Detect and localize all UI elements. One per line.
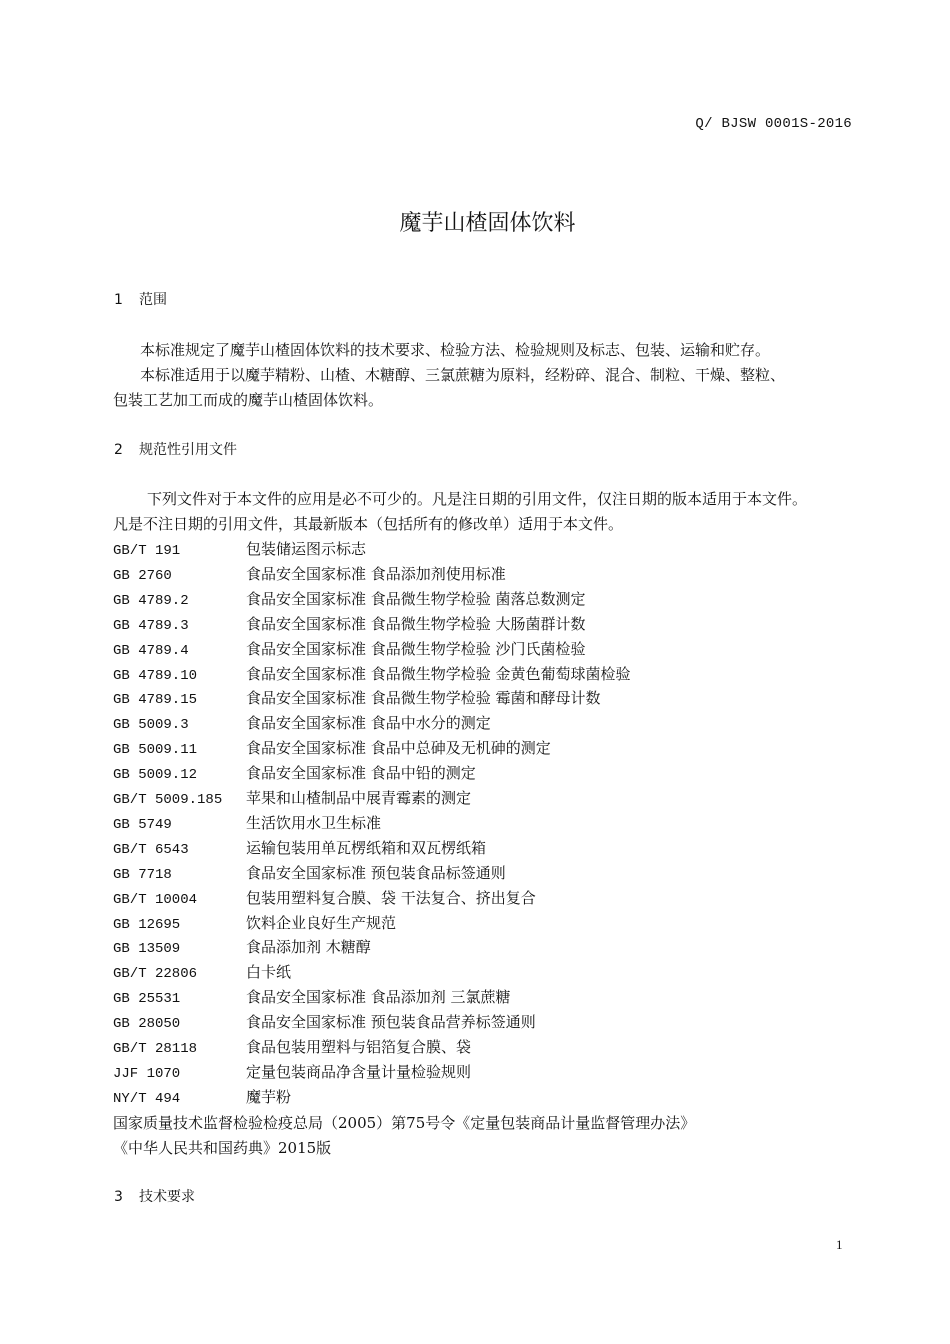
reference-row [113,1061,471,1082]
reference-title: 苹果和山楂制品中展青霉素的测定 [246,789,472,807]
reference-title: 食品安全国家标准 预包装食品营养标签通则 [246,1013,536,1032]
reference-row [113,538,366,559]
reference-extra-pharmacopoeia: 《中华人民共和国药典》2015版 [113,1139,332,1157]
reference-title: 食品安全国家标准 食品添加剂使用标准 [246,564,506,583]
reference-code: GB 7718 [113,866,172,883]
reference-code: GB 5749 [113,816,172,833]
reference-code: GB 4789.4 [113,642,189,659]
reference-title: 定量包装商品净含量计量检验规则 [246,1062,472,1081]
reference-row [113,613,586,634]
reference-title: 生活饮用水卫生标准 [246,813,382,832]
section-number: 1 [114,292,123,308]
reference-code: JJF 1070 [113,1065,181,1082]
section-title: 范围 [139,292,167,308]
reference-code: GB/T 6543 [113,841,189,858]
reference-row [113,762,476,783]
reference-title: 白卡纸 [246,963,292,982]
scope-paragraph-1: 本标准规定了魔芋山楂固体饮料的技术要求、检验方法、检验规则及标志、包装、运输和贮存。 [140,341,771,359]
reference-title: 食品安全国家标准 预包装食品标签通则 [246,863,506,882]
reference-title: 包装用塑料复合膜、袋 干法复合、挤出复合 [246,888,536,907]
reference-row [113,1036,471,1057]
reference-code: GB/T 191 [113,543,181,559]
reference-code: GB 4789.3 [113,617,189,634]
reference-code: GB/T 5009.185 [113,792,223,808]
section-heading-scope [114,289,167,309]
reference-row [113,638,586,659]
section-title: 规范性引用文件 [139,442,237,458]
reference-title: 食品安全国家标准 食品微生物学检验 菌落总数测定 [246,589,586,608]
reference-row [113,936,371,957]
reference-title: 运输包装用单瓦楞纸箱和双瓦楞纸箱 [246,838,487,857]
reference-row [113,812,381,833]
reference-code: GB 25531 [113,991,181,1008]
section-heading-normative-references [114,439,237,459]
reference-code: GB 5009.11 [113,742,198,759]
reference-row [113,912,396,933]
reference-row [113,961,291,982]
reference-row [113,1011,536,1032]
reference-row [113,787,471,808]
reference-row [113,837,486,858]
reference-code: NY/T 494 [113,1090,181,1107]
page-number: 1 [836,1237,843,1252]
reference-title: 食品安全国家标准 食品微生物学检验 沙门氏菌检验 [246,639,586,658]
reference-code: GB 4789.15 [113,692,198,709]
reference-title: 食品安全国家标准 食品微生物学检验 大肠菌群计数 [246,614,586,633]
reference-code: GB 5009.3 [113,717,189,734]
reference-title: 食品添加剂 木糖醇 [246,938,371,957]
reference-title: 食品安全国家标准 食品中水分的测定 [246,714,491,733]
reference-extra-regulation: 国家质量技术监督检验检疫总局（2005）第75号令《定量包装商品计量监督管理办法》 [113,1114,696,1132]
reference-code: GB 4789.10 [113,667,198,684]
reference-title: 食品包装用塑料与铝箔复合膜、袋 [246,1038,472,1056]
normative-intro-line-1: 下列文件对于本文件的应用是必不可少的。凡是注日期的引用文件，仅注日期的版本适用于本文件。 [147,490,808,508]
reference-code: GB 12695 [113,916,181,933]
reference-row [113,588,586,609]
reference-row [113,887,536,908]
reference-title: 食品安全国家标准 食品中总砷及无机砷的测定 [246,739,551,758]
section-title: 技术要求 [139,1189,195,1205]
reference-title: 食品安全国家标准 食品微生物学检验 金黄色葡萄球菌检验 [246,664,631,683]
reference-code: GB 28050 [113,1016,181,1033]
reference-code: GB/T 28118 [113,1041,198,1057]
reference-title: 饮料企业良好生产规范 [246,913,397,932]
section-number: 2 [114,442,123,458]
reference-code: GB/T 22806 [113,966,198,983]
section-number: 3 [114,1189,123,1205]
document-title: 魔芋山楂固体饮料 [399,211,576,236]
section-heading-technical-requirements [114,1186,195,1206]
reference-code: GB 13509 [113,941,181,958]
reference-title: 食品安全国家标准 食品中铅的测定 [246,764,476,783]
document-number: Q/ BJSW 0001S-2016 [695,116,852,132]
reference-row [113,986,511,1007]
reference-row [113,1086,291,1107]
reference-title: 食品安全国家标准 食品微生物学检验 霉菌和酵母计数 [246,689,601,708]
reference-row [113,687,601,708]
reference-row [113,712,491,733]
reference-code: GB 5009.12 [113,767,198,784]
reference-code: GB/T 10004 [113,891,198,908]
reference-row [113,663,631,684]
scope-paragraph-2-line-2: 包装工艺加工而成的魔芋山楂固体饮料。 [113,391,384,409]
reference-title: 食品安全国家标准 食品添加剂 三氯蔗糖 [246,988,511,1007]
reference-row [113,737,551,758]
reference-title: 魔芋粉 [246,1087,292,1106]
reference-code: GB 2760 [113,567,172,584]
normative-intro-line-2: 凡是不注日期的引用文件，其最新版本（包括所有的修改单）适用于本文件。 [113,515,624,533]
scope-paragraph-2-line-1: 本标准适用于以魔芋精粉、山楂、木糖醇、三氯蔗糖为原料，经粉碎、混合、制粒、干燥、整粒、 [140,366,786,384]
reference-title: 包装储运图示标志 [246,540,367,558]
reference-row [113,862,506,883]
reference-row [113,563,506,584]
reference-code: GB 4789.2 [113,592,189,609]
